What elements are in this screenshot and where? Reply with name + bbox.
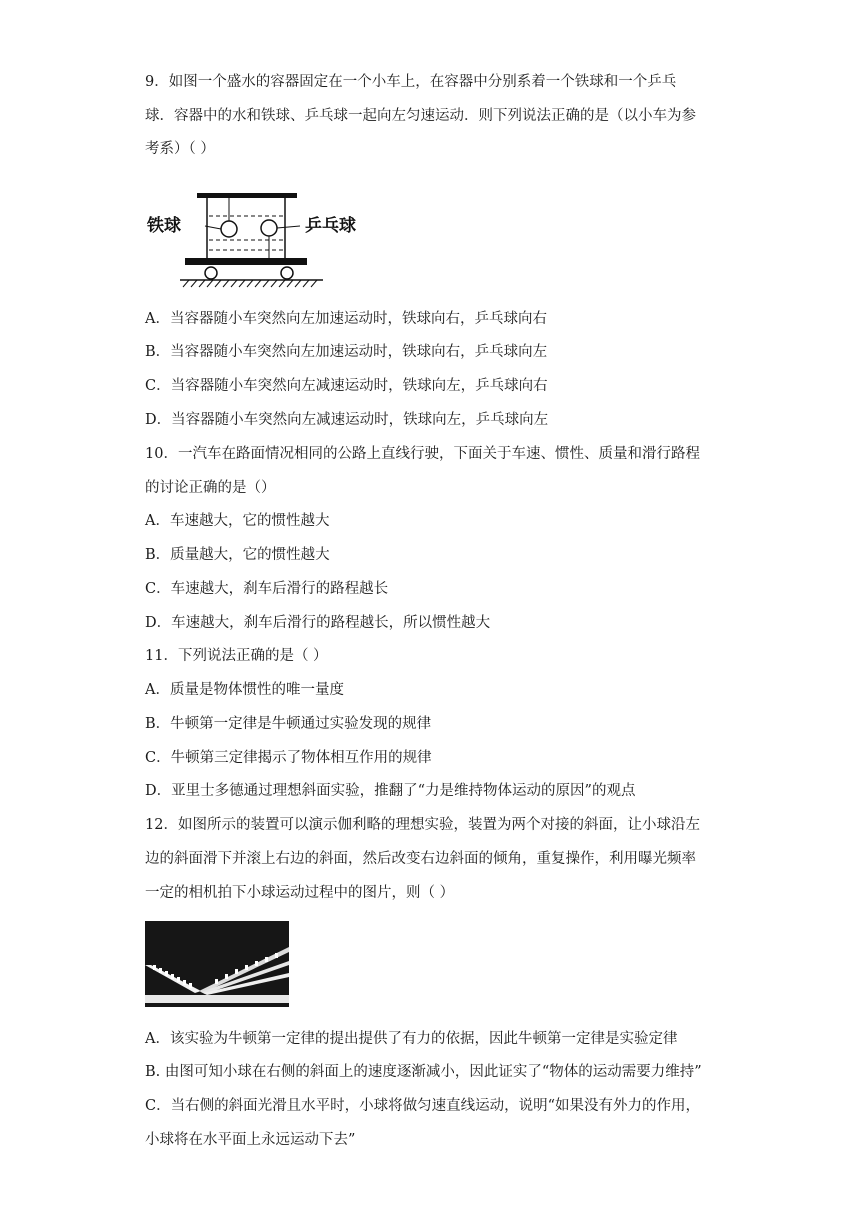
iron-ball: [221, 221, 237, 237]
q11-stem-line-1: 11．下列说法正确的是（ ）: [145, 648, 328, 664]
q9-stem-line-1: 9．如图一个盛水的容器固定在一个小车上，在容器中分别系着一个铁球和一个乒乓: [145, 74, 677, 90]
q10-stem-line-1: 10．一汽车在路面情况相同的公路上直线行驶，下面关于车速、惯性、质量和滑行路程: [145, 446, 700, 462]
q10-option-d: D．车速越大，刹车后滑行的路程越长，所以惯性越大: [145, 615, 491, 631]
q11-option-a: A．质量是物体惯性的唯一量度: [145, 682, 344, 698]
q11-option-b: B．牛顿第一定律是牛顿通过实验发现的规律: [145, 716, 432, 732]
q12-option-a: A．该实验为牛顿第一定律的提出提供了有力的依据，因此牛顿第一定律是实验定律: [145, 1031, 678, 1047]
q12-stem-line-2: 边的斜面滑下并滚上右边的斜面，然后改变右边斜面的倾角，重复操作，利用曝光频率: [145, 851, 696, 867]
q10-option-a: A．车速越大，它的惯性越大: [145, 513, 330, 529]
q12-option-c-line-1: C．当右侧的斜面光滑且水平时，小球将做匀速直线运动，说明“如果没有外力的作用，: [145, 1098, 701, 1114]
ping-pong-ball: [261, 220, 277, 236]
q9-option-d: D．当容器随小车突然向左减速运动时，铁球向左，乒乓球向左: [145, 412, 549, 428]
q12-option-c-line-2: 小球将在水平面上永远运动下去”: [145, 1132, 356, 1148]
q10-option-b: B．质量越大，它的惯性越大: [145, 547, 330, 563]
q12-option-b: B. 由图可知小球在右侧的斜面上的速度逐渐减小，因此证实了“物体的运动需要力维持”: [145, 1064, 702, 1080]
q10-option-c: C．车速越大，刹车后滑行的路程越长: [145, 581, 389, 597]
q9-stem-line-3: 考系）（ ）: [145, 141, 215, 157]
q11-option-d: D．亚里士多德通过理想斜面实验，推翻了“力是维持物体运动的原因”的观点: [145, 783, 636, 799]
q9-cart-figure: [145, 188, 375, 288]
q9-stem-line-2: 球．容器中的水和铁球、乒乓球一起向左匀速运动．则下列说法正确的是（以小车为参: [145, 108, 696, 124]
q9-option-b: B．当容器随小车突然向左加速运动时，铁球向右，乒乓球向左: [145, 344, 548, 360]
q9-option-c: C．当容器随小车突然向左减速运动时，铁球向左，乒乓球向右: [145, 378, 548, 394]
iron-ball-label: 铁球: [147, 216, 181, 236]
ping-pong-ball-label: 乒乓球: [305, 216, 356, 236]
q11-option-c: C．牛顿第三定律揭示了物体相互作用的规律: [145, 750, 432, 766]
q12-inclined-plane-photo: [145, 921, 289, 1007]
q12-stem-line-3: 一定的相机拍下小球运动过程中的图片，则（ ）: [145, 885, 455, 901]
q12-stem-line-1: 12．如图所示的装置可以演示伽利略的理想实验，装置为两个对接的斜面，让小球沿左: [145, 817, 700, 833]
q9-option-a: A．当容器随小车突然向左加速运动时，铁球向右，乒乓球向右: [145, 311, 547, 327]
q10-stem-line-2: 的讨论正确的是（）: [145, 480, 276, 496]
